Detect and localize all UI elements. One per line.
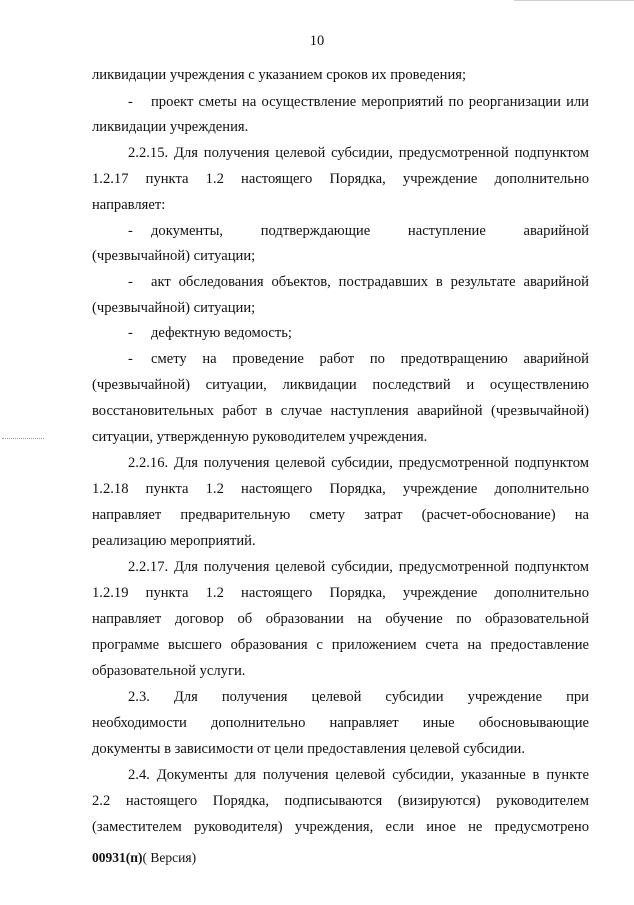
text-line: документы, подтверждающие наступление аварийной bbox=[151, 223, 589, 239]
text-line: необходимости дополнительно направляет иные обосновывающие bbox=[92, 715, 589, 731]
bullet-marker: - bbox=[128, 274, 133, 290]
text-line: (чрезвычайной) ситуации; bbox=[92, 248, 256, 264]
text-line: смету на проведение работ по предотвращению аварийной bbox=[151, 351, 589, 367]
scan-edge-line bbox=[514, 0, 634, 1]
text-line: (заместителем руководителя) учреждения, если иное не предусмотрено bbox=[92, 819, 589, 835]
document-code: 00931(п) bbox=[92, 850, 143, 865]
document-version: ( Версия) bbox=[142, 850, 197, 865]
text-line: ситуации, утвержденную руководителем учреждения. bbox=[92, 429, 428, 445]
text-line: дефектную ведомость; bbox=[151, 325, 292, 341]
text-line: проект сметы на осуществление мероприятий по реорганизации или bbox=[151, 94, 589, 110]
text-line: документы в зависимости от цели предоставления целевой субсидии. bbox=[92, 741, 526, 757]
paragraph-start-line: 2.2.16. Для получения целевой субсидии, предусмотренной подпунктом bbox=[128, 455, 589, 471]
page-number: 10 bbox=[309, 33, 325, 49]
text-line: 1.2.17 пункта 1.2 настоящего Порядка, учреждение дополнительно bbox=[92, 171, 589, 187]
text-line: акт обследования объектов, пострадавших в результате аварийной bbox=[151, 274, 589, 290]
text-line: ликвидации учреждения. bbox=[92, 119, 249, 135]
paragraph-start-line: 2.2.15. Для получения целевой субсидии, предусмотренной подпунктом bbox=[128, 145, 589, 161]
paragraph-start-line: 2.4. Документы для получения целевой субсидии, указанные в пункте bbox=[128, 767, 589, 783]
text-line: направляет договор об образовании на обучение по образовательной bbox=[92, 611, 589, 627]
bullet-marker: - bbox=[128, 223, 133, 239]
text-line: 2.2 настоящего Порядка, подписываются (визируются) руководителем bbox=[92, 793, 589, 809]
text-line: 1.2.18 пункта 1.2 настоящего Порядка, учреждение дополнительно bbox=[92, 481, 589, 497]
bullet-marker: - bbox=[128, 325, 133, 341]
text-line: направляет предварительную смету затрат (расчет-обоснование) на bbox=[92, 507, 589, 523]
bullet-marker: - bbox=[128, 94, 133, 110]
scan-mark bbox=[2, 438, 44, 439]
text-line: восстановительных работ в случае наступления аварийной (чрезвычайной) bbox=[92, 403, 589, 419]
text-line: программе высшего образования с приложением счета на предоставление bbox=[92, 637, 589, 653]
text-line: направляет: bbox=[92, 197, 166, 213]
paragraph-start-line: 2.3. Для получения целевой субсидии учреждение при bbox=[128, 689, 589, 705]
bullet-marker: - bbox=[128, 351, 133, 367]
text-line: (чрезвычайной) ситуации, ликвидации последствий и осуществлению bbox=[92, 377, 589, 393]
document-footer bbox=[92, 849, 196, 867]
paragraph-start-line: 2.2.17. Для получения целевой субсидии, предусмотренной подпунктом bbox=[128, 559, 589, 575]
text-line: реализацию мероприятий. bbox=[92, 533, 256, 549]
text-line: ликвидации учреждения с указанием сроков их проведения; bbox=[92, 67, 467, 83]
text-line: образовательной услуги. bbox=[92, 663, 246, 679]
text-line: 1.2.19 пункта 1.2 настоящего Порядка, учреждение дополнительно bbox=[92, 585, 589, 601]
text-line: (чрезвычайной) ситуации; bbox=[92, 300, 256, 316]
